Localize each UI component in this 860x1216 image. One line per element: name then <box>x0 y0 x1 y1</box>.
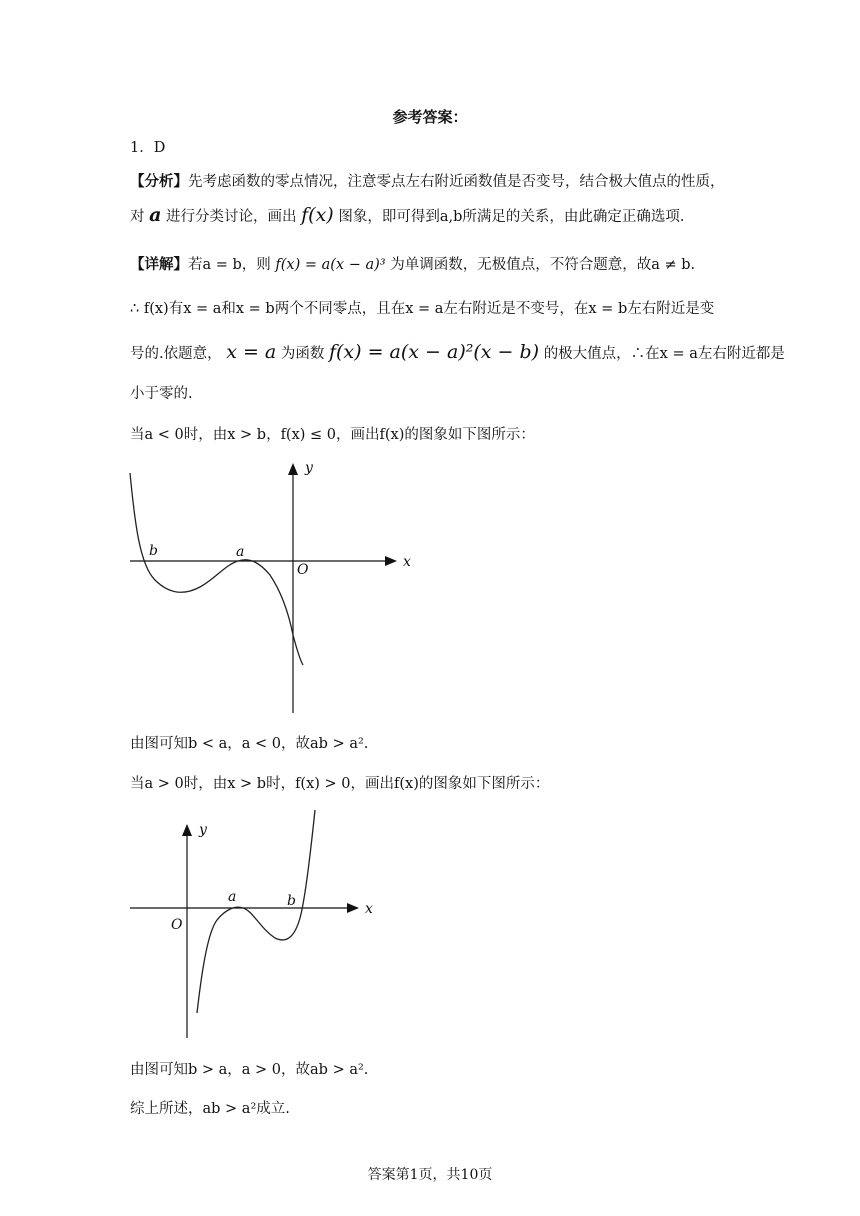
label-b: b <box>287 893 296 909</box>
detail-line-1 <box>130 253 695 274</box>
detail-xa: x = a <box>226 341 277 363</box>
label-y: y <box>305 460 313 476</box>
analysis-text-2a: 对 <box>130 209 145 225</box>
detail-line-4: 小于零的. <box>130 386 193 402</box>
case2-intro: 当a > 0时，由x > b时，f(x) > 0，画出f(x)的图象如下图所示： <box>130 776 550 792</box>
detail-formula-1: f(x) = a(x − a)³ <box>275 257 386 273</box>
label-a: a <box>228 889 237 905</box>
analysis-text-2c: 图象，即可得到a,b所满足的关系，由此确定正确选项. <box>338 209 685 225</box>
analysis-text-1: 先考虑函数的零点情况，注意零点左右附近函数值是否变号，结合极大值点的性质， <box>188 174 725 190</box>
summary: 综上所述，ab > a²成立. <box>130 1101 290 1117</box>
detail-text-1a: 若a = b，则 <box>188 257 271 273</box>
question-number: 1．D <box>130 140 166 156</box>
label-a: a <box>236 544 245 560</box>
analysis-line-1 <box>130 170 725 191</box>
graph-case-2 <box>125 808 385 1048</box>
analysis-line-2 <box>130 204 684 226</box>
detail-text-3b: 为函数 <box>280 346 325 362</box>
label-origin: O <box>297 562 309 578</box>
page-footer: 答案第1页，共10页 <box>367 1167 493 1183</box>
curve-case-2 <box>197 810 315 1013</box>
answer-title: 参考答案： <box>392 108 468 126</box>
y-axis <box>288 463 298 713</box>
analysis-var-a: a <box>149 204 162 226</box>
detail-line-2: ∴ f(x)有x = a和x = b两个不同零点，且在x = a左右附近是不变号，在x = b左右附近是变 <box>130 301 715 317</box>
analysis-label: 【分析】 <box>130 173 188 190</box>
analysis-text-2b: 进行分类讨论，画出 <box>166 209 297 225</box>
detail-text-1b: 为单调函数，无极值点，不符合题意，故a ≠ b. <box>390 257 696 273</box>
analysis-fx: f(x) <box>301 204 334 226</box>
case1-conclusion: 由图可知b < a，a < 0，故ab > a². <box>130 736 369 752</box>
detail-text-3a: 号的.依题意， <box>130 346 222 362</box>
detail-text-3c: 的极大值点，∴在x = a左右附近都是 <box>543 346 785 362</box>
detail-label: 【详解】 <box>130 256 188 273</box>
y-axis <box>182 824 192 1038</box>
label-x: x <box>403 554 411 570</box>
label-origin: O <box>171 917 183 933</box>
label-b: b <box>149 543 158 559</box>
graph-case-1 <box>125 455 425 725</box>
case1-intro: 当a < 0时，由x > b，f(x) ≤ 0，画出f(x)的图象如下图所示： <box>130 427 535 443</box>
label-y: y <box>199 822 207 838</box>
detail-formula-2: f(x) = a(x − a)²(x − b) <box>328 341 540 363</box>
case2-conclusion: 由图可知b > a，a > 0，故ab > a². <box>130 1062 369 1078</box>
x-axis <box>130 556 397 566</box>
label-x: x <box>365 901 373 917</box>
detail-line-3 <box>130 341 785 363</box>
curve-case-1 <box>130 473 303 665</box>
